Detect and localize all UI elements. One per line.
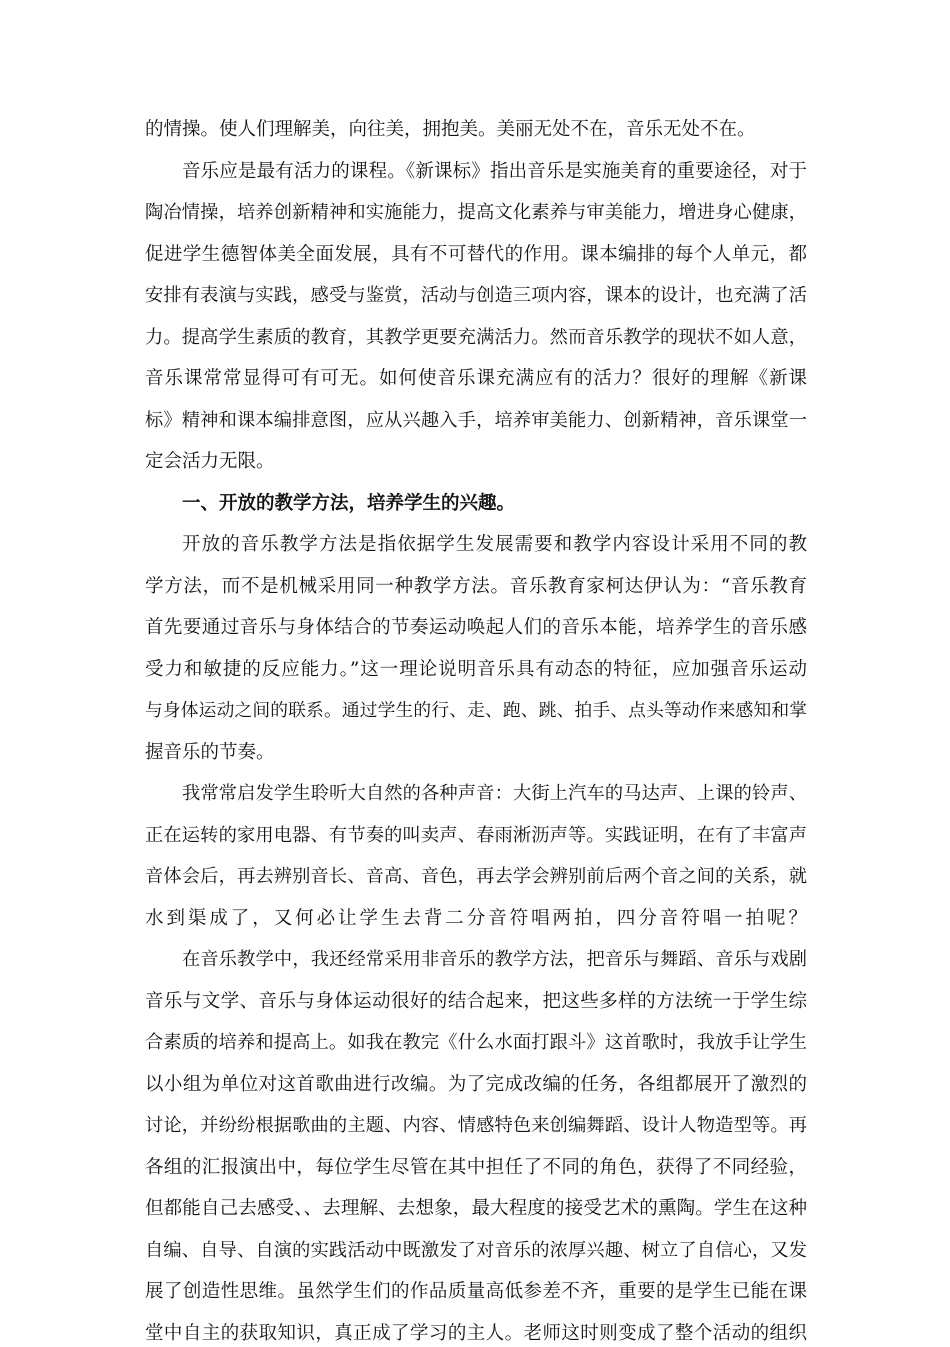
text-line: 自编、自导、自演的实践活动中既激发了对音乐的浓厚兴趣、树立了自信心，又发 xyxy=(145,1239,807,1261)
text-line: 正在运转的家用电器、有节奏的叫卖声、春雨淅沥声等。实践证明，在有了丰富声 xyxy=(145,824,807,846)
text-line: 受力和敏捷的反应能力。”这一理论说明音乐具有动态的特征，应加强音乐运动 xyxy=(145,658,807,680)
text-line: 音乐与文学、音乐与身体运动很好的结合起来，把这些多样的方法统一于学生综 xyxy=(145,990,807,1012)
text-line: 安排有表演与实践，感受与鉴赏，活动与创造三项内容，课本的设计，也充满了活 xyxy=(145,285,807,306)
section-heading: 一、开放的教学方法，培养学生的兴趣。 xyxy=(182,492,516,514)
text-line: 首先要通过音乐与身体结合的节奏运动唤起人们的音乐本能，培养学生的音乐感 xyxy=(145,617,807,638)
text-line: 定会活力无限。 xyxy=(145,451,275,472)
paragraph-first-line: 我常常启发学生聆听大自然的各种声音：大街上汽车的马达声、上课的铃声、 xyxy=(182,783,807,804)
text-line: 力。提高学生素质的教育，其教学更要充满活力。然而音乐教学的现状不如人意， xyxy=(145,326,807,348)
text-line: 展了创造性思维。虽然学生们的作品质量高低参差不齐，重要的是学生已能在课 xyxy=(145,1281,807,1302)
text-line: 陶冶情操，培养创新精神和实施能力，提高文化素养与审美能力，增进身心健康， xyxy=(145,202,807,223)
text-line: 讨论，并纷纷根据歌曲的主题、内容、情感特色来创编舞蹈、设计人物造型等。再 xyxy=(145,1115,807,1136)
text-line: 水到渠成了，又何必让学生去背二分音符唱两拍，四分音符唱一拍呢？ xyxy=(145,907,807,929)
text-line: 学方法，而不是机械采用同一种教学方法。音乐教育家柯达伊认为：“音乐教育 xyxy=(145,575,807,597)
paragraph-first-line: 在音乐教学中，我还经常采用非音乐的教学方法，把音乐与舞蹈、音乐与戏剧 xyxy=(182,949,807,970)
text-line: 音体会后，再去辨别音长、音高、音色，再去学会辨别前后两个音之间的关系，就 xyxy=(145,866,807,887)
text-line: 但都能自己去感受、、去理解、去想象，最大程度的接受艺术的熏陶。学生在这种 xyxy=(145,1198,807,1219)
paragraph-first-line: 音乐应是最有活力的课程。《新课标》指出音乐是实施美育的重要途径，对于 xyxy=(182,160,807,182)
text-line: 合素质的培养和提高上。如我在教完《什么水面打跟斗》这首歌时，我放手让学生 xyxy=(145,1032,807,1053)
text-line: 握音乐的节奏。 xyxy=(145,741,275,763)
text-line: 与身体运动之间的联系。通过学生的行、走、跑、跳、拍手、点头等动作来感知和掌 xyxy=(145,701,807,721)
text-line: 堂中自主的获取知识，真正成了学习的主人。老师这时则变成了整个活动的组织 xyxy=(145,1322,807,1344)
paragraph-first-line: 开放的音乐教学方法是指依据学生发展需要和教学内容设计采用不同的教 xyxy=(182,534,807,555)
text-line: 标》精神和课本编排意图，应从兴趣入手，培养审美能力、创新精神，音乐课堂一 xyxy=(145,409,807,431)
text-line: 以小组为单位对这首歌曲进行改编。为了完成改编的任务，各组都展开了激烈的 xyxy=(145,1073,807,1095)
text-line: 音乐课常常显得可有可无。如何使音乐课充满应有的活力？很好的理解《新课 xyxy=(145,368,807,389)
text-line: 各组的汇报演出中，每位学生尽管在其中担任了不同的角色，获得了不同经验， xyxy=(145,1156,807,1178)
text-line: 的情操。使人们理解美，向往美，拥抱美。美丽无处不在，音乐无处不在。 xyxy=(145,119,756,140)
text-line: 促进学生德智体美全面发展，具有不可替代的作用。课本编排的每个人单元，都 xyxy=(145,243,807,265)
